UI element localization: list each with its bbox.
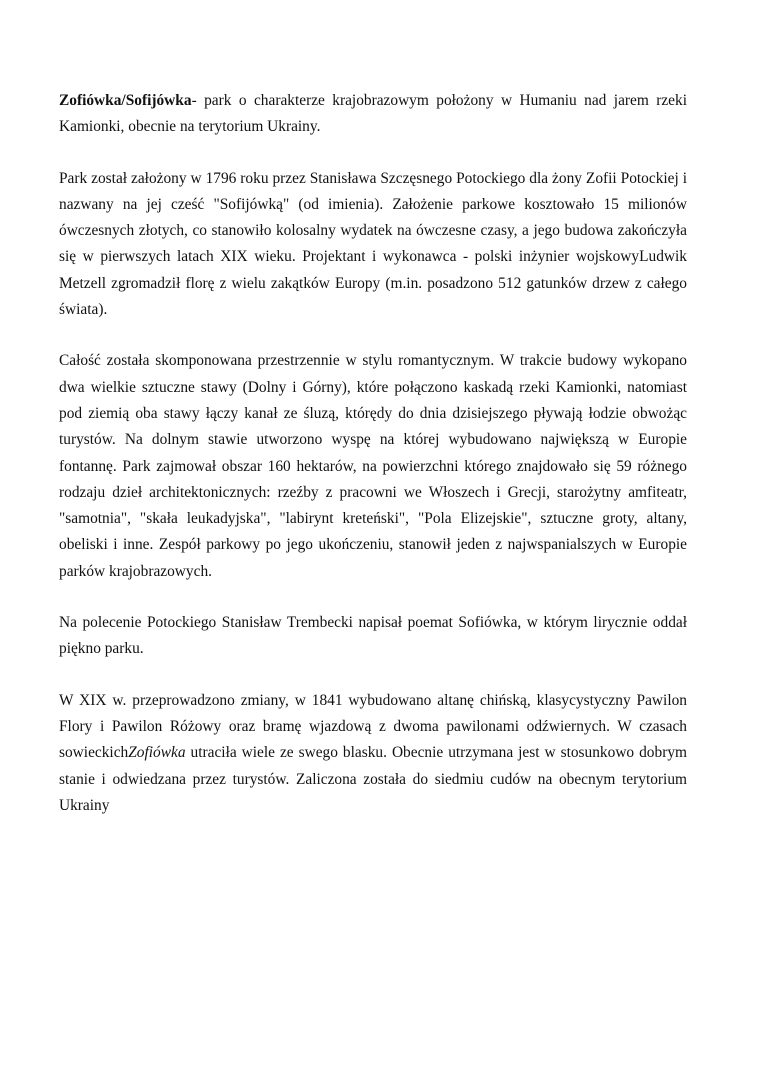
paragraph-intro-text: - park o charakterze krajobrazowym położony w Humaniu nad jarem rzeki Kamionki, obecnie na terytorium Ukrainy. (59, 92, 687, 136)
paragraph-19th-century-text-before: W XIX w. przeprowadzono zmiany, w 1841 wybudowano altanę chińską, klasycystyczny Pawilon Flory i Pawilon Różowy oraz bramę wjazdową z dwoma pawilonami odźwiernych. W czasach sowieckich (59, 691, 687, 762)
paragraph-composition: Całość została skomponowana przestrzennie w stylu romantycznym. W trakcie budowy wykopano dwa wielkie sztuczne stawy (Dolny i Górny), które połączono kaskadą rzeki Kamionki, natomiast pod ziemią oba stawy łączy kanał ze śluzą, którędy do dnia dzisiejszego pływają łodzie obwożąc turystów. Na dolnym stawie utworzono wyspę na której wybudowano największą w Europie fontannę. Park zajmował obszar 160 hektarów, na powierzchni którego znajdowało się 59 różnego rodzaju dzieł architektonicznych: rzeźby z pracowni we Włoszech i Grecji, starożytny amfiteatr, "samotnia", "skała leukadyjska", "labirynt kreteński", "Pola Elizejskie", sztuczne groty, altany, obeliski i inne. Zespół parkowy po jego ukończeniu, stanowił jeden z najwspanialszych w Europie parków krajobrazowych. (59, 352, 687, 580)
paragraph-intro (59, 88, 687, 141)
paragraph-19th-century (59, 688, 687, 819)
paragraph-history: Park został założony w 1796 roku przez Stanisława Szczęsnego Potockiego dla żony Zofii Potockiej i nazwany na jej cześć "Sofijówką" (od imienia). Założenie parkowe kosztowało 15 milionów ówczesnych złotych, co stanowiło kolosalny wydatek na ówczesne czasy, a jego budowa zakończyła się w pierwszych latach XIX wieku. Projektant i wykonawca - polski inżynier wojskowyLudwik Metzell zgromadził florę z wielu zakątków Europy (m.in. posadzono 512 gatunków drzew z całego świata). (59, 169, 687, 319)
document-page (59, 88, 687, 844)
paragraph-19th-century-text-after: utraciła wiele ze swego blasku. Obecnie utrzymana jest w stosunkowo dobrym stanie i odwiedzana przez turystów. Zaliczona została do siedmiu cudów na obecnym terytorium Ukrainy (59, 744, 687, 814)
paragraph-poem: Na polecenie Potockiego Stanisław Trembecki napisał poemat Sofiówka, w którym lirycznie oddał piękno parku. (59, 614, 687, 658)
emphasized-park-name: Zofiówka (128, 744, 186, 762)
article-term: Zofiówka/Sofijówka (59, 92, 192, 109)
